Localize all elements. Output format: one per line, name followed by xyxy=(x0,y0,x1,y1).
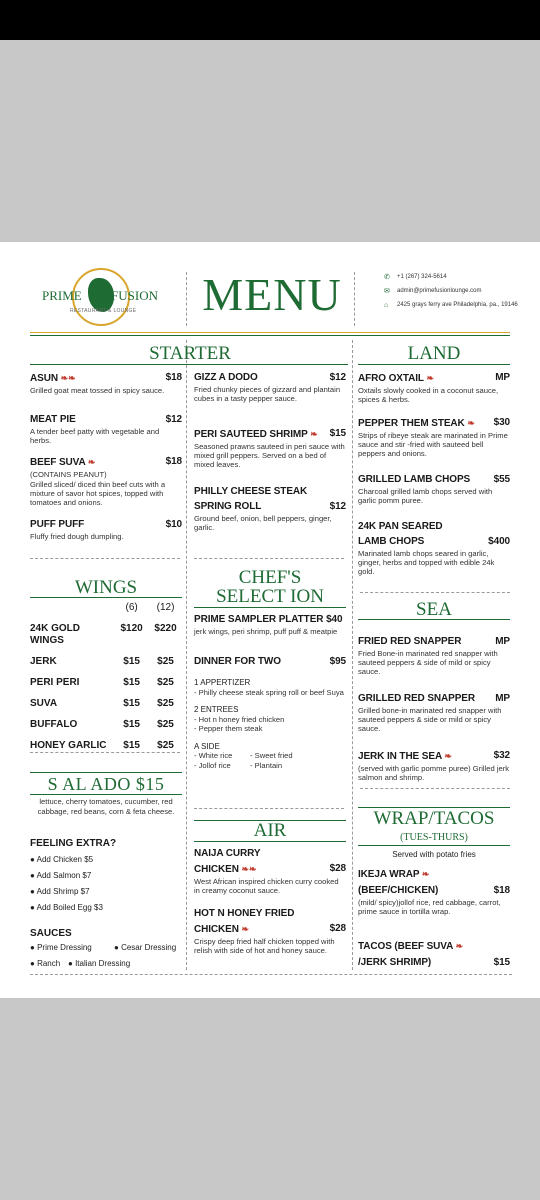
item-name: DINNER FOR TWO xyxy=(194,656,281,667)
item-price: $18 xyxy=(493,885,510,896)
wings-row: PERI PERI $15 $25 xyxy=(30,677,174,688)
item-price: $18 xyxy=(165,456,182,467)
wrap-title: WRAP/TACOS xyxy=(373,808,495,829)
menu-item-grilled-red-snapper xyxy=(358,693,510,733)
phone-icon: ✆ xyxy=(384,274,390,281)
side-4: - Plantain xyxy=(250,760,283,770)
chili-icon: ❧❧ xyxy=(241,864,257,874)
list-item: ● Cesar Dressing xyxy=(114,943,177,952)
menu-item-jerk-in-the-sea xyxy=(358,750,510,782)
item-price: $400 xyxy=(488,536,510,547)
item-price: $12 xyxy=(165,414,182,425)
item-desc: West African inspired chicken curry cooked in creamy coconut sauce. xyxy=(194,877,339,895)
logo-word-left: PRIME xyxy=(42,288,82,303)
item-price: MP xyxy=(495,636,510,647)
divider-starter-wings xyxy=(30,558,180,559)
list-item: ● Add Salmon $7 xyxy=(30,871,92,880)
side-2: - Sweet fried xyxy=(250,751,293,760)
wings-row: JERK $15 $25 xyxy=(30,656,174,667)
entree-2: - Pepper them steak xyxy=(194,724,263,733)
item-price: $10 xyxy=(165,519,182,530)
menu-item-gizz-a-dodo xyxy=(194,372,346,403)
item-desc: Ground beef, onion, bell peppers, ginger, garlic. xyxy=(194,514,332,532)
menu-item-puff-puff xyxy=(30,519,182,541)
menu-item-pepper-them-steak xyxy=(358,417,510,458)
menu-item-hot-n-honey-chicken xyxy=(194,908,346,955)
menu-item-afro-oxtail xyxy=(358,372,510,404)
contact-address: 2425 grays ferry ave Philadelphia, pa., 19146 xyxy=(397,302,518,308)
item-price: $28 xyxy=(329,863,346,874)
item-name: BEEF SUVA xyxy=(30,457,86,468)
item-desc: jerk wings, peri shrimp, puff puff & meatpie xyxy=(194,627,338,636)
chili-icon: ❧ xyxy=(421,869,430,879)
chili-icon: ❧ xyxy=(241,924,249,934)
status-bar xyxy=(0,0,540,40)
item-name-line2: CHICKEN xyxy=(194,924,239,935)
salado-desc: lettuce, cherry tomatoes, cucumber, red cabbage, red beans, corn & feta cheese. xyxy=(37,797,175,816)
wings-row: SUVA $15 $25 xyxy=(30,698,174,709)
menu-page xyxy=(0,242,540,998)
chefs-title-line2: SELECT ION xyxy=(216,586,324,607)
item-price: $18 xyxy=(165,372,182,383)
side-heading: A SIDE xyxy=(194,741,220,751)
item-name-line2: LAMB CHOPS xyxy=(358,536,425,547)
item-name: PEPPER THEM STEAK xyxy=(358,418,465,429)
item-desc: Crispy deep fried half chicken topped with relish with side of hot and honey sauce. xyxy=(194,937,335,955)
wrap-subtitle: (TUES-THURS) xyxy=(400,832,468,843)
menu-item-philly-spring-roll xyxy=(194,486,346,532)
item-price: $30 xyxy=(493,417,510,428)
item-name: ASUN xyxy=(30,373,58,384)
item-note: (CONTAINS PEANUT) xyxy=(30,470,107,479)
list-item: ● Prime Dressing xyxy=(30,943,92,952)
menu-item-dinner-for-two xyxy=(194,656,346,668)
item-desc: Oxtails slowly cooked in a coconut sauce, spices & herbs. xyxy=(358,386,499,404)
wings-row: BUFFALO $15 $25 xyxy=(30,719,174,730)
sauces-heading: SAUCES xyxy=(30,928,72,939)
menu-item-prime-sampler xyxy=(194,614,346,636)
item-name: GIZZ A DODO xyxy=(194,372,258,383)
sea-title-underline xyxy=(358,619,510,620)
item-price: MP xyxy=(495,372,510,383)
item-desc: Grilled sliced/ diced thin beef cuts with a mixture of savor hot spices, topped with tomatoes and onions. xyxy=(30,480,166,507)
menu-item-beef-suva xyxy=(30,456,182,507)
wrap-note: Served with potato fries xyxy=(392,850,476,859)
email-icon: ✉ xyxy=(384,288,390,295)
brand-logo xyxy=(40,268,160,328)
item-name: PERI SAUTEED SHRIMP xyxy=(194,429,308,440)
starter-title: STARTER xyxy=(149,343,231,364)
chili-icon: ❧ xyxy=(426,373,434,383)
header-divider-right xyxy=(354,272,355,326)
sea-title: SEA xyxy=(416,599,452,620)
column-divider-1 xyxy=(186,340,187,970)
salado-title: S AL ADO $15 xyxy=(47,774,165,794)
item-name: HOT N HONEY FRIED xyxy=(194,908,295,919)
menu-item-fried-red-snapper xyxy=(358,636,510,676)
list-item: ● Add Shrimp $7 xyxy=(30,887,90,896)
divider-starter-chefs xyxy=(194,558,344,559)
contact-email[interactable]: admin@primefusionlounge.com xyxy=(397,288,482,294)
menu-item-meat-pie xyxy=(30,414,182,445)
salado-title-overline xyxy=(30,772,182,773)
contact-phone[interactable]: +1 (267) 324-5614 xyxy=(397,274,447,280)
item-desc: Strips of ribeye steak are marinated in Prime sauce and stir -fried with sauteed bell peppers and onions. xyxy=(358,431,508,458)
logo-tagline: RESTAURANT & LOUNGE xyxy=(70,308,137,314)
side-1: - White rice xyxy=(194,751,233,760)
air-title-underline xyxy=(194,841,346,842)
item-desc: Grilled goat meat tossed in spicy sauce. xyxy=(30,386,165,395)
divider-wings-salado xyxy=(30,752,180,753)
item-name: PHILLY CHEESE STEAK xyxy=(194,486,308,497)
menu-item-grilled-lamb-chops xyxy=(358,474,510,505)
item-name: GRILLED RED SNAPPER xyxy=(358,693,476,704)
chefs-title xyxy=(194,568,346,606)
logo-wordmark xyxy=(42,288,158,304)
sauces-list xyxy=(30,940,186,972)
item-desc: (served with garlic pomme puree) Grilled jerk salmon and shrimp. xyxy=(358,764,510,782)
item-name: NAIJA CURRY xyxy=(194,848,261,859)
column-divider-2 xyxy=(352,340,353,970)
salado-title-underline xyxy=(30,794,182,795)
chili-icon: ❧ xyxy=(444,751,452,761)
item-desc: Grilled bone-in marinated red snapper with sauteed peppers & side or mild or spicy sauce. xyxy=(358,706,502,733)
wrap-title-underline xyxy=(358,845,510,846)
divider-sea-wrap xyxy=(360,788,510,789)
item-desc: A tender beef patty with vegetable and herbs. xyxy=(30,427,160,445)
item-price: $40 xyxy=(326,614,343,625)
wings-col-12: (12) xyxy=(156,602,175,613)
item-name-line2: CHICKEN xyxy=(194,864,239,875)
list-item: ● Add Boiled Egg $3 xyxy=(30,903,103,912)
footer-divider xyxy=(30,974,512,975)
dinner-for-two-details xyxy=(194,678,346,770)
item-name: AFRO OXTAIL xyxy=(358,373,424,384)
item-name: GRILLED LAMB CHOPS xyxy=(358,474,471,485)
menu-item-24k-lamb-chops xyxy=(358,521,510,576)
chili-icon: ❧ xyxy=(87,457,96,467)
chefs-title-line1: CHEF'S xyxy=(238,567,302,588)
feeling-extra-heading: FEELING EXTRA? xyxy=(30,838,117,849)
chili-icon: ❧❧ xyxy=(60,373,76,383)
chili-icon: ❧ xyxy=(455,941,464,951)
menu-item-naija-curry xyxy=(194,848,346,895)
air-title: AIR xyxy=(253,820,287,841)
list-item: ● Italian Dressing xyxy=(68,959,131,968)
extras-list xyxy=(30,852,182,916)
contact-block xyxy=(384,274,524,316)
item-name-line2: SPRING ROLL xyxy=(194,501,262,512)
item-desc: Fried Bone-in marinated red snapper with sauteed peppers & side of mild or spicy sauce. xyxy=(358,649,498,676)
item-price: $95 xyxy=(329,656,346,667)
chili-icon: ❧ xyxy=(310,429,318,439)
item-price: MP xyxy=(495,693,510,704)
menu-item-asun xyxy=(30,372,182,395)
menu-title: MENU xyxy=(202,269,342,320)
item-desc: Fluffy fried dough dumpling. xyxy=(30,532,124,541)
list-item: ● Add Chicken $5 xyxy=(30,855,94,864)
entrees-heading: 2 ENTREES xyxy=(194,705,239,714)
item-name: MEAT PIE xyxy=(30,414,76,425)
list-item: ● Ranch xyxy=(30,959,61,968)
item-name: PUFF PUFF xyxy=(30,519,85,530)
item-price: $55 xyxy=(493,474,510,485)
appetizer-desc: - Philly cheese steak spring roll or beef Suya xyxy=(194,687,344,697)
side-options xyxy=(194,751,346,770)
wings-col-6: (6) xyxy=(125,602,138,613)
item-price: $12 xyxy=(329,501,346,512)
wings-row: HONEY GARLIC $15 $25 xyxy=(30,740,174,751)
item-desc: (mild/ spicy)jollof rice, red cabbage, carrot, prime sauce in tortilla wrap. xyxy=(358,898,501,916)
item-name: TACOS (BEEF SUVA xyxy=(358,941,453,952)
item-name: 24K PAN SEARED xyxy=(358,521,443,532)
land-title: LAND xyxy=(407,343,461,364)
logo-word-right: FUSION xyxy=(111,288,158,303)
item-name: FRIED RED SNAPPER xyxy=(358,636,462,647)
item-name: JERK IN THE SEA xyxy=(358,751,442,762)
item-price: $28 xyxy=(329,923,346,934)
wings-title-underline xyxy=(30,597,182,598)
chili-icon: ❧ xyxy=(467,418,475,428)
item-desc: Marinated lamb chops seared in garlic, ginger, herbs and topped with edible 24k gold. xyxy=(358,549,495,576)
item-name-line2: (BEEF/CHICKEN) xyxy=(358,885,439,896)
land-title-underline xyxy=(358,364,510,365)
divider-land-sea xyxy=(360,592,510,593)
item-desc: Fried chunky pieces of gizzard and plantain cubes in a tasty pepper sauce. xyxy=(194,385,341,403)
starter-title-underline xyxy=(30,364,348,365)
item-name-line2: /JERK SHRIMP) xyxy=(358,957,432,968)
menu-item-peri-shrimp xyxy=(194,428,346,469)
divider-chefs-air xyxy=(194,808,344,809)
header-gold-line xyxy=(30,332,510,333)
item-name: PRIME SAMPLER PLATTER xyxy=(194,614,324,625)
item-price: $12 xyxy=(329,372,346,383)
appetizer-heading: 1 APPERTIZER xyxy=(194,678,251,687)
side-3: - Jollof rice xyxy=(194,760,231,770)
item-name: IKEJA WRAP xyxy=(358,869,420,880)
menu-item-ikeja-wrap xyxy=(358,868,510,916)
wings-title: WINGS xyxy=(74,577,138,598)
entree-1: - Hot n honey fried chicken xyxy=(194,714,285,724)
item-price: $15 xyxy=(329,428,346,439)
header-divider-left xyxy=(186,272,187,326)
chefs-title-underline xyxy=(194,607,346,608)
item-desc: Charcoal grilled lamb chops served with garlic pomm puree. xyxy=(358,487,493,505)
wings-row: 24K GOLD WINGS $120 $220 xyxy=(30,623,177,646)
header-green-line xyxy=(30,335,510,336)
wings-price-table xyxy=(30,602,182,752)
item-price: $32 xyxy=(493,750,510,761)
location-icon: ⌂ xyxy=(384,302,389,309)
menu-item-tacos xyxy=(358,940,510,969)
item-desc: Seasoned prawns sauteed in peri sauce with mixed grill peppers. Served on a bed of mixed leaves. xyxy=(194,442,345,469)
item-price: $15 xyxy=(493,957,510,968)
